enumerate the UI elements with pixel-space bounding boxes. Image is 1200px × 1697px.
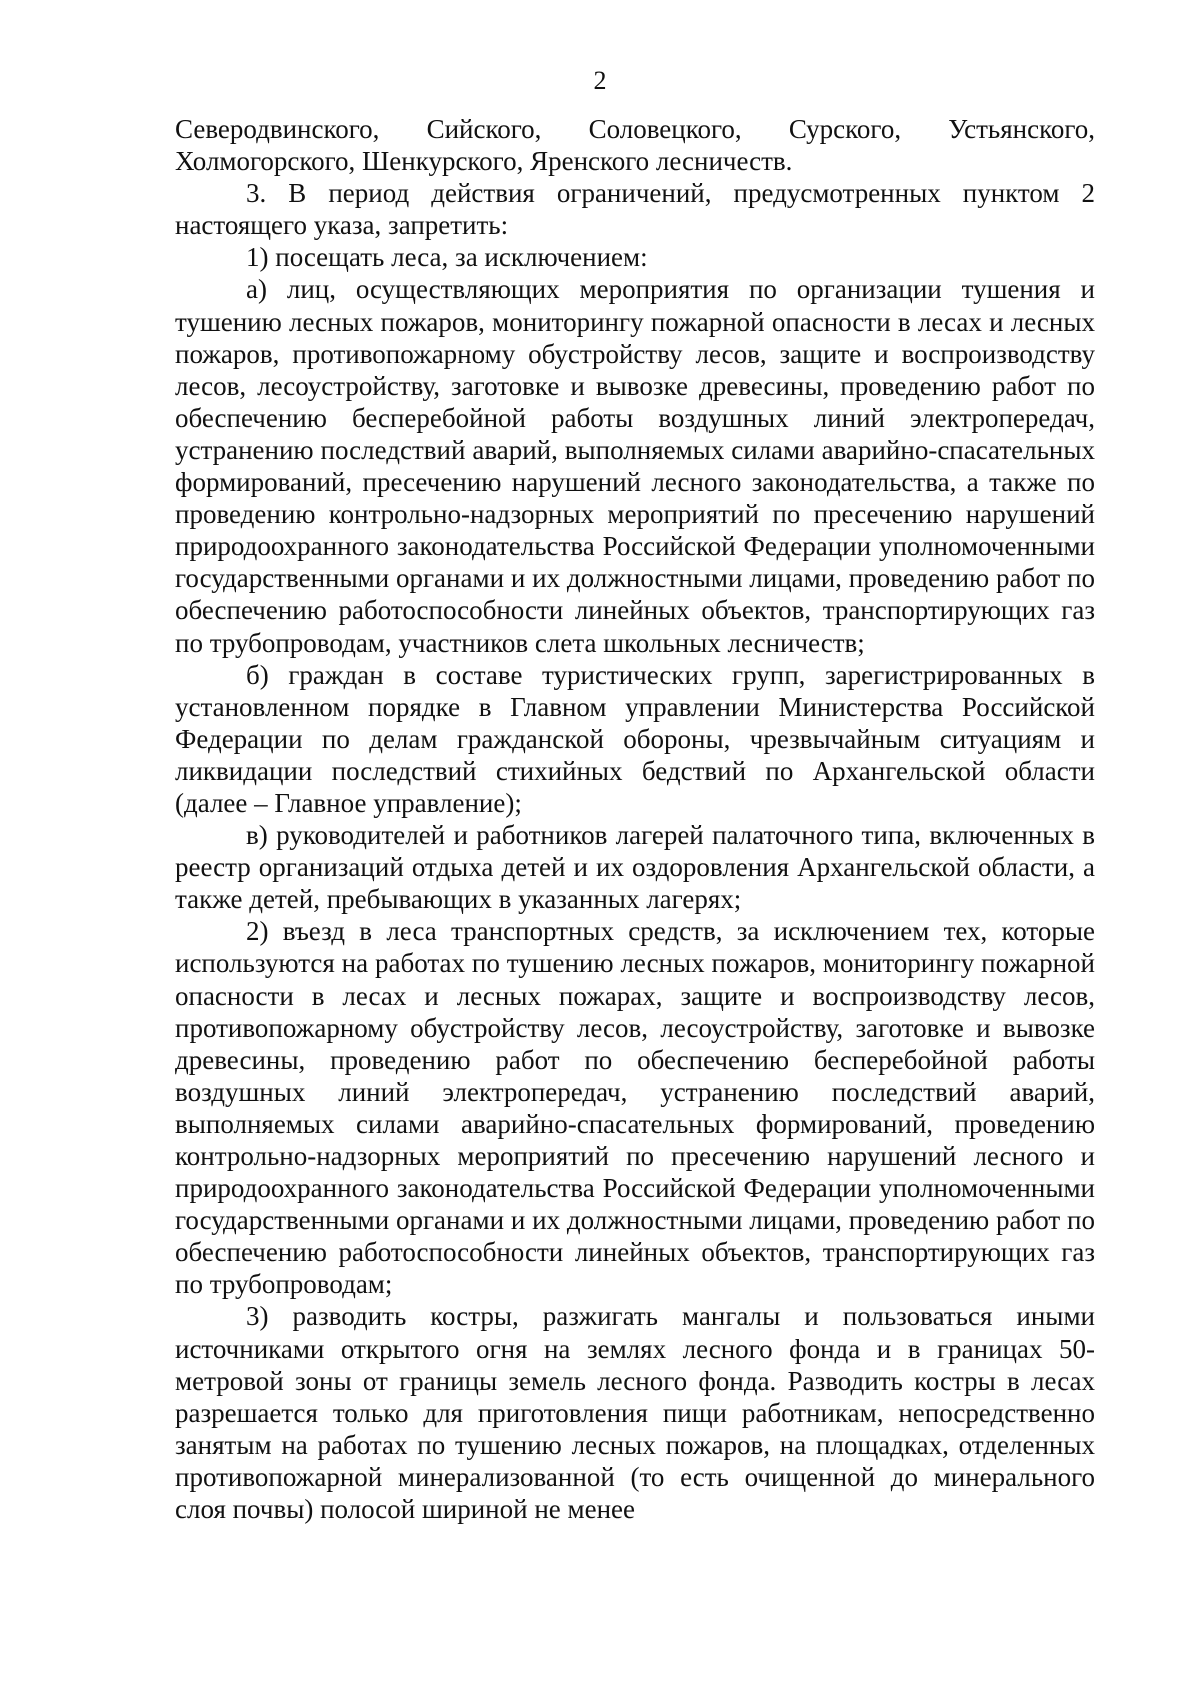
paragraph-subitem-2: 2) въезд в леса транспортных средств, за исключением тех, которые используются на работах по тушению лесных пожаров, мониторингу пожарной опасности в лесах и лесных пожарах, защите и воспроизводству лесов, противопожарному обустройству лесов, лесоустройству, заготовке и вывозке древесины, проведению работ по обеспечению бесперебойной работы воздушных линий электропередач, устранению последствий аварий, выполняемых силами аварийно-спасательных формирований, проведению контрольно-надзорных мероприятий по пресечению нарушений лесного и природоохранного законодательства Российской Федерации уполномоченными государственными органами и их должностными лицами, проведению работ по обеспечению работоспособности линейных объектов, транспортирующих газ по трубопроводам; [175, 916, 1095, 1300]
paragraph-item-3: 3. В период действия ограничений, предусмотренных пунктом 2 настоящего указа, запретить: [175, 178, 1095, 241]
paragraph-subitem-1b: б) граждан в составе туристических групп, зарегистрированных в установленном порядке в Главном управлении Министерства Российской Федерации по делам гражданской обороны, чрезвычайным ситуациям и ликвидации последствий стихийных бедствий по Архангельской области (далее – Главное управление); [175, 659, 1095, 818]
paragraph-subitem-3: 3) разводить костры, разжигать мангалы и пользоваться иными источниками открытого огня на землях лесного фонда и в границах 50-метровой зоны от границы земель лесного фонда. Разводить костры в лесах разрешается только для приготовления пищи работникам, непосредственно занятым на работах по тушению лесных пожаров, на площадках, отделенных противопожарной минерализованной (то есть очищенной до минерального слоя почвы) полосой шириной не менее [175, 1301, 1095, 1525]
paragraph-subitem-1: 1) посещать леса, за исключением: [246, 242, 648, 273]
paragraph-subitem-1v: в) руководителей и работников лагерей палаточного типа, включенных в реестр организаций отдыха детей и их оздоровления Архангельской области, а также детей, пребывающих в указанных лагерях; [175, 820, 1095, 915]
document-body [175, 113, 1095, 1525]
page-number: 2 [593, 66, 607, 95]
paragraph-subitem-1a: а) лиц, осуществляющих мероприятия по организации тушения и тушению лесных пожаров, мониторингу пожарной опасности в лесах и лесных пожаров, противопожарному обустройству лесов, защите и воспроизводству лесов, лесоустройству, заготовке и вывозке древесины, проведению работ по обеспечению бесперебойной работы воздушных линий электропередач, устранению последствий аварий, выполняемых силами аварийно-спасательных формирований, пресечению нарушений лесного законодательства, а также по проведению контрольно-надзорных мероприятий по пресечению нарушений природоохранного законодательства Российской Федерации уполномоченными государственными органами и их должностными лицами, проведению работ по обеспечению работоспособности линейных объектов, транспортирующих газ по трубопроводам, участников слета школьных лесничеств; [175, 274, 1095, 658]
paragraph-forestries-continuation: Северодвинского, Сийского, Соловецкого, Сурского, Устьянского, Холмогорского, Шенкурского, Яренского лесничеств. [175, 114, 1095, 177]
